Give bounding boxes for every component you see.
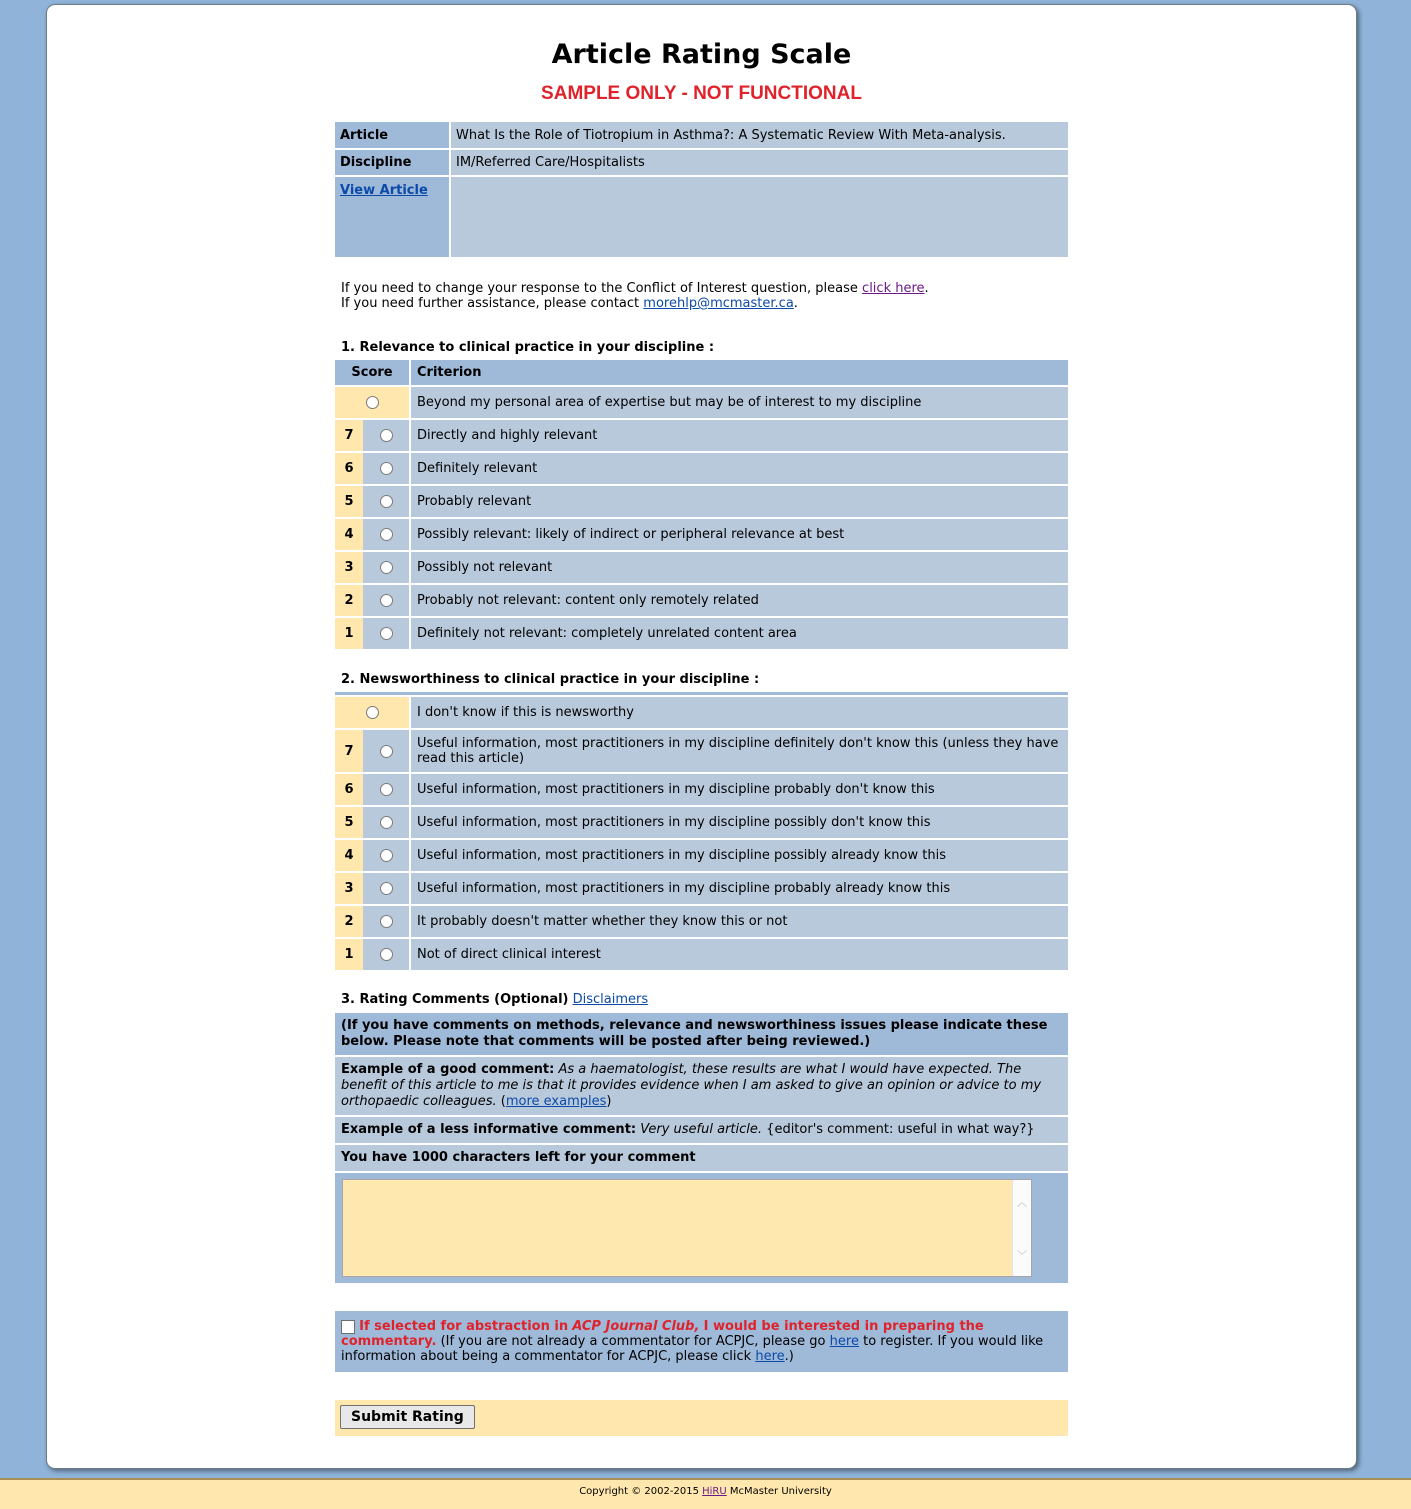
relevance-unsure-row[interactable] (335, 386, 1068, 419)
article-title: What Is the Role of Tiotropium in Asthma?: A Systematic Review With Meta-analysis. (450, 122, 1068, 149)
news-unsure-label: I don't know if this is newsworthy (410, 696, 1068, 729)
relevance-criterion: Probably relevant (410, 485, 1068, 518)
relevance-table (335, 360, 1068, 649)
news-score: 6 (335, 773, 363, 806)
relevance-score: 3 (335, 551, 363, 584)
news-score: 3 (335, 872, 363, 905)
relevance-criterion: Definitely not relevant: completely unrelated content area (410, 617, 1068, 649)
news-score: 5 (335, 806, 363, 839)
news-criterion: Not of direct clinical interest (410, 938, 1068, 970)
discipline-value: IM/Referred Care/Hospitalists (450, 149, 1068, 176)
news-option-2[interactable] (335, 905, 1068, 938)
comment-scrollbar[interactable] (1012, 1180, 1031, 1276)
relevance-criterion: Possibly not relevant (410, 551, 1068, 584)
more-examples-link[interactable]: more examples (505, 1094, 607, 1109)
discipline-label: Discipline (335, 149, 450, 176)
news-criterion: Useful information, most practitioners in my discipline probably already know this (410, 872, 1068, 905)
relevance-section-title: 1. Relevance to clinical practice in your discipline : (341, 340, 715, 355)
news-option-5[interactable] (335, 806, 1068, 839)
relevance-option-4[interactable] (335, 518, 1068, 551)
news-score: 2 (335, 905, 363, 938)
scroll-up-icon[interactable]: ︿ (1017, 1198, 1027, 1209)
relevance-score: 6 (335, 452, 363, 485)
newsworthiness-table (335, 695, 1068, 970)
relevance-section (335, 360, 1068, 649)
news-option-3[interactable] (335, 872, 1068, 905)
help-text: If you need to change your response to the Conflict of Interest question, please click here. If you need further assistance, please contact morehlp@mcmaster.ca. (341, 281, 929, 311)
disclaimers-link[interactable]: Disclaimers (572, 992, 649, 1007)
comments-section-title: 3. Rating Comments (Optional) Disclaimers (341, 992, 649, 1007)
relevance-radio-5[interactable] (380, 495, 393, 508)
news-option-1[interactable] (335, 938, 1068, 970)
relevance-option-1[interactable] (335, 617, 1068, 649)
commentator-section: If selected for abstraction in ACP Journal Club, I would be interested in preparing the commentary. (If you are not already a commentator for ACPJC, please go here to register. If you would like information about being a commentator for ACPJC, please click here.) (335, 1311, 1068, 1372)
relevance-radio-3[interactable] (380, 561, 393, 574)
relevance-radio-2[interactable] (380, 594, 393, 607)
relevance-option-3[interactable] (335, 551, 1068, 584)
page-title: Article Rating Scale (551, 39, 852, 70)
relevance-option-2[interactable] (335, 584, 1068, 617)
news-radio-5[interactable] (380, 816, 393, 829)
submit-rating-button[interactable]: Submit Rating (340, 1405, 475, 1429)
chars-left-counter: You have 1000 characters left for your comment (335, 1145, 1068, 1173)
article-info-table (335, 122, 1068, 259)
news-radio-2[interactable] (380, 915, 393, 928)
relevance-option-6[interactable] (335, 452, 1068, 485)
relevance-score: 5 (335, 485, 363, 518)
sample-warning: SAMPLE ONLY - NOT FUNCTIONAL (541, 83, 862, 104)
news-unsure-row[interactable] (335, 696, 1068, 729)
relevance-radio-6[interactable] (380, 462, 393, 475)
relevance-score: 4 (335, 518, 363, 551)
relevance-score: 7 (335, 419, 363, 452)
news-radio-3[interactable] (380, 882, 393, 895)
relevance-criterion: Directly and highly relevant (410, 419, 1068, 452)
relevance-unsure-radio[interactable] (366, 396, 379, 409)
good-comment-example: Example of a good comment: As a haematologist, these results are what I would have expected. The benefit of this article to me is that it provides evidence when I am asked to give an opinion or advice to my orthopaedic colleagues. (more examples) (335, 1057, 1068, 1117)
info-here-link[interactable]: here (755, 1349, 785, 1364)
comment-instructions: (If you have comments on methods, relevance and newsworthiness issues please indicate these below. Please note that comments will be posted after being reviewed.) (335, 1013, 1068, 1057)
scroll-down-icon[interactable]: ﹀ (1017, 1251, 1027, 1262)
article-label: Article (335, 122, 450, 149)
newsworthiness-section (335, 692, 1068, 970)
news-score: 1 (335, 938, 363, 970)
news-criterion: It probably doesn't matter whether they know this or not (410, 905, 1068, 938)
news-option-4[interactable] (335, 839, 1068, 872)
news-radio-1[interactable] (380, 948, 393, 961)
news-radio-7[interactable] (380, 745, 393, 758)
relevance-radio-1[interactable] (380, 627, 393, 640)
relevance-criterion: Definitely relevant (410, 452, 1068, 485)
assist-text: If you need further assistance, please contact (341, 296, 640, 311)
criterion-header: Criterion (410, 360, 1068, 386)
newsworthiness-section-title: 2. Newsworthiness to clinical practice in your discipline : (341, 672, 760, 687)
relevance-radio-4[interactable] (380, 528, 393, 541)
page-footer: Copyright © 2002-2015 HiRU McMaster University (0, 1478, 1411, 1509)
news-radio-6[interactable] (380, 783, 393, 796)
less-informative-example: Example of a less informative comment: Very useful article. {editor's comment: useful in what way?} (335, 1117, 1068, 1145)
news-criterion: Useful information, most practitioners in my discipline probably don't know this (410, 773, 1068, 806)
relevance-option-7[interactable] (335, 419, 1068, 452)
help-email-link[interactable]: morehlp@mcmaster.ca (643, 296, 794, 311)
commentator-checkbox[interactable] (341, 1320, 355, 1334)
hiru-link[interactable]: HiRU (702, 1486, 727, 1497)
relevance-unsure-label: Beyond my personal area of expertise but may be of interest to my discipline (410, 386, 1068, 419)
news-criterion: Useful information, most practitioners in my discipline definitely don't know this (unless they have read this article) (410, 729, 1068, 773)
relevance-criterion: Possibly relevant: likely of indirect or peripheral relevance at best (410, 518, 1068, 551)
view-article-link[interactable]: View Article (340, 183, 428, 198)
relevance-score: 2 (335, 584, 363, 617)
relevance-option-5[interactable] (335, 485, 1068, 518)
coi-text: If you need to change your response to the Conflict of Interest question, please (341, 281, 858, 296)
submit-bar (335, 1400, 1068, 1436)
relevance-radio-7[interactable] (380, 429, 393, 442)
news-radio-4[interactable] (380, 849, 393, 862)
news-option-6[interactable] (335, 773, 1068, 806)
comments-section (335, 1013, 1068, 1283)
relevance-score: 1 (335, 617, 363, 649)
news-criterion: Useful information, most practitioners in my discipline possibly don't know this (410, 806, 1068, 839)
score-header: Score (335, 360, 410, 386)
news-score: 4 (335, 839, 363, 872)
coi-click-here-link[interactable]: click here (862, 281, 925, 296)
register-here-link[interactable]: here (829, 1334, 859, 1349)
news-criterion: Useful information, most practitioners in my discipline possibly already know this (410, 839, 1068, 872)
article-info-section (335, 122, 1068, 259)
comment-textarea[interactable] (342, 1179, 1032, 1277)
relevance-criterion: Probably not relevant: content only remotely related (410, 584, 1068, 617)
news-score: 7 (335, 729, 363, 773)
news-option-7[interactable] (335, 729, 1068, 773)
news-unsure-radio[interactable] (366, 706, 379, 719)
